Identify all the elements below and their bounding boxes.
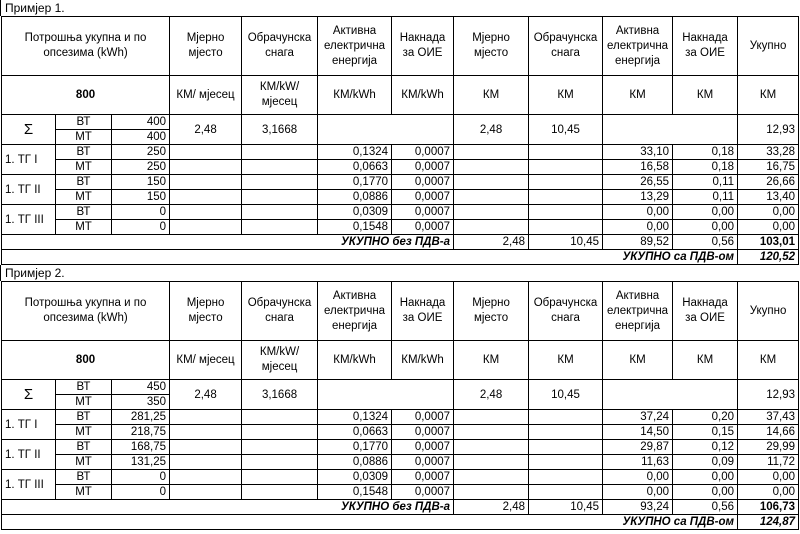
empty-cell <box>170 485 242 500</box>
empty-cell <box>529 175 603 190</box>
empty-cell <box>170 470 242 485</box>
row-total: 0,00 <box>738 470 799 485</box>
tariff-group-row <box>2 485 799 500</box>
row-total: 26,66 <box>738 175 799 190</box>
tariff-label: ВТ <box>56 205 112 220</box>
subtotal-billing-power: 10,45 <box>529 235 603 250</box>
tariff-group-row <box>2 440 799 455</box>
header-billing-power-rate: Обрачунска снага <box>242 282 318 341</box>
row-total: 0,00 <box>738 485 799 500</box>
energy-rate: 0,1548 <box>318 485 392 500</box>
energy-rate: 0,1324 <box>318 145 392 160</box>
empty-cell <box>529 470 603 485</box>
header-oie-fee-cost: Накнада за ОИЕ <box>673 282 738 341</box>
tariff-group-label: 1. ТГ III <box>2 470 56 500</box>
empty-cell <box>242 160 318 175</box>
sigma-symbol: Σ <box>2 380 56 410</box>
empty-cell <box>529 190 603 205</box>
kwh-value: 168,75 <box>112 440 170 455</box>
kwh-value: 450 <box>112 380 170 395</box>
unit-km: КМ <box>603 341 673 380</box>
empty-cell <box>454 145 529 160</box>
empty-cell <box>454 410 529 425</box>
tariff-label: ВТ <box>56 175 112 190</box>
subtotal-metering-point: 2,48 <box>454 235 529 250</box>
empty-cell <box>529 220 603 235</box>
oie-rate: 0,0007 <box>392 440 454 455</box>
header-total: Укупно <box>738 282 799 341</box>
tariff-table <box>1 16 799 265</box>
unit-km: КМ <box>454 76 529 115</box>
empty-cell <box>454 160 529 175</box>
empty-cell <box>529 440 603 455</box>
energy-cost: 14,50 <box>603 425 673 440</box>
tariff-group-label: 1. ТГ II <box>2 175 56 205</box>
subtotal-label: УКУПНО без ПДВ-а <box>2 235 454 250</box>
header-total: Укупно <box>738 17 799 76</box>
oie-cost: 0,15 <box>673 425 738 440</box>
oie-cost: 0,11 <box>673 175 738 190</box>
energy-rate: 0,0886 <box>318 190 392 205</box>
tariff-group-row <box>2 205 799 220</box>
oie-cost: 0,00 <box>673 470 738 485</box>
empty-cell <box>242 410 318 425</box>
empty-cell <box>170 145 242 160</box>
total-vat-value: 124,87 <box>738 515 799 530</box>
kwh-value: 400 <box>112 115 170 130</box>
header-row <box>2 17 799 76</box>
kwh-value: 0 <box>112 470 170 485</box>
oie-rate: 0,0007 <box>392 205 454 220</box>
empty-cell <box>454 205 529 220</box>
unit-km: КМ <box>738 341 799 380</box>
oie-rate: 0,0007 <box>392 175 454 190</box>
empty-cell <box>454 485 529 500</box>
tariff-label: МТ <box>56 220 112 235</box>
header-billing-power-cost: Обрачунска снага <box>529 282 603 341</box>
header-active-energy-cost: Активна електрична енергија <box>603 282 673 341</box>
tariff-label: ВТ <box>56 410 112 425</box>
row-total: 14,66 <box>738 425 799 440</box>
example-title: Примјер 1. <box>0 0 335 16</box>
units-row <box>2 76 799 115</box>
total-vat-label: УКУПНО са ПДВ-ом <box>2 250 738 265</box>
energy-rate: 0,1770 <box>318 175 392 190</box>
empty-cell <box>170 190 242 205</box>
empty-cell <box>242 145 318 160</box>
empty-cell <box>529 145 603 160</box>
sum-total: 12,93 <box>738 380 799 410</box>
tariff-label: МТ <box>56 455 112 470</box>
header-consumption: Потрошња укупна и по опсезима (kWh) <box>2 17 170 76</box>
energy-rate: 0,0309 <box>318 205 392 220</box>
energy-rate: 0,1770 <box>318 440 392 455</box>
energy-cost: 29,87 <box>603 440 673 455</box>
unit-km: КМ <box>603 76 673 115</box>
tariff-group-label: 1. ТГ I <box>2 145 56 175</box>
energy-cost: 11,63 <box>603 455 673 470</box>
row-total: 0,00 <box>738 220 799 235</box>
energy-cost: 26,55 <box>603 175 673 190</box>
row-total: 11,72 <box>738 455 799 470</box>
tariff-group-row <box>2 160 799 175</box>
subtotal-oie: 0,56 <box>673 500 738 515</box>
subtotal-row <box>2 235 799 250</box>
oie-rate: 0,0007 <box>392 485 454 500</box>
empty-cell <box>529 410 603 425</box>
tariff-label: МТ <box>56 485 112 500</box>
units-row <box>2 341 799 380</box>
oie-rate: 0,0007 <box>392 425 454 440</box>
kwh-value: 0 <box>112 205 170 220</box>
oie-cost: 0,09 <box>673 455 738 470</box>
empty-cell <box>529 455 603 470</box>
empty-cell <box>242 205 318 220</box>
energy-rate: 0,1548 <box>318 220 392 235</box>
kwh-value: 250 <box>112 145 170 160</box>
unit-billing-power: КМ/kW/ мјесец <box>242 76 318 115</box>
billing-power-cost: 10,45 <box>529 115 603 145</box>
tariff-label: ВТ <box>56 145 112 160</box>
empty-cell <box>242 190 318 205</box>
subtotal-oie: 0,56 <box>673 235 738 250</box>
oie-rate: 0,0007 <box>392 220 454 235</box>
header-metering-point-rate: Мјерно мјесто <box>170 17 242 76</box>
kwh-value: 250 <box>112 160 170 175</box>
subtotal-row <box>2 500 799 515</box>
unit-metering-point: КМ/ мјесец <box>170 341 242 380</box>
empty-cell <box>242 440 318 455</box>
empty-cell <box>242 425 318 440</box>
total-vat-row <box>2 515 799 530</box>
tariff-label: ВТ <box>56 440 112 455</box>
tariff-group-row <box>2 145 799 160</box>
energy-cost: 0,00 <box>603 470 673 485</box>
subtotal-label: УКУПНО без ПДВ-а <box>2 500 454 515</box>
metering-point-rate: 2,48 <box>170 115 242 145</box>
header-row <box>2 282 799 341</box>
row-total: 0,00 <box>738 205 799 220</box>
empty-cell <box>170 455 242 470</box>
header-oie-fee-rate: Накнада за ОИЕ <box>392 282 454 341</box>
oie-cost: 0,00 <box>673 205 738 220</box>
header-oie-fee-cost: Накнада за ОИЕ <box>673 17 738 76</box>
billing-power-rate: 3,1668 <box>242 115 318 145</box>
tariff-group-label: 1. ТГ III <box>2 205 56 235</box>
energy-cost: 13,29 <box>603 190 673 205</box>
tariff-label: МТ <box>56 160 112 175</box>
total-vat-label: УКУПНО са ПДВ-ом <box>2 515 738 530</box>
oie-rate: 0,0007 <box>392 410 454 425</box>
empty-cell <box>170 425 242 440</box>
header-metering-point-cost: Мјерно мјесто <box>454 17 529 76</box>
tariff-group-label: 1. ТГ II <box>2 440 56 470</box>
unit-km: КМ <box>529 341 603 380</box>
oie-rate: 0,0007 <box>392 455 454 470</box>
header-active-energy-rate: Активна електрична енергија <box>318 17 392 76</box>
kwh-value: 218,75 <box>112 425 170 440</box>
groups-body <box>2 145 799 235</box>
oie-rate: 0,0007 <box>392 145 454 160</box>
total-vat-value: 120,52 <box>738 250 799 265</box>
kwh-value: 150 <box>112 190 170 205</box>
oie-cost: 0,20 <box>673 410 738 425</box>
unit-oie-fee: КМ/kWh <box>392 341 454 380</box>
empty-cell <box>170 410 242 425</box>
metering-point-rate: 2,48 <box>170 380 242 410</box>
empty-cell <box>529 485 603 500</box>
subtotal-billing-power: 10,45 <box>529 500 603 515</box>
kwh-value: 0 <box>112 485 170 500</box>
unit-km: КМ <box>673 341 738 380</box>
unit-km: КМ <box>673 76 738 115</box>
row-total: 16,75 <box>738 160 799 175</box>
empty-cell <box>242 455 318 470</box>
sum-total: 12,93 <box>738 115 799 145</box>
empty-cell <box>242 220 318 235</box>
empty-cell <box>170 205 242 220</box>
billing-power-cost: 10,45 <box>529 380 603 410</box>
energy-rate: 0,0663 <box>318 160 392 175</box>
subtotal-total: 103,01 <box>738 235 799 250</box>
unit-km: КМ <box>529 76 603 115</box>
energy-rate: 0,0886 <box>318 455 392 470</box>
empty-cell <box>454 220 529 235</box>
empty-cell <box>603 380 738 410</box>
empty-cell <box>529 205 603 220</box>
sum-row <box>2 115 799 130</box>
empty-cell <box>242 175 318 190</box>
tariff-label: МТ <box>56 190 112 205</box>
tariff-group-row <box>2 470 799 485</box>
header-billing-power-rate: Обрачунска снага <box>242 17 318 76</box>
tariff-group-row <box>2 190 799 205</box>
sum-row <box>2 380 799 395</box>
unit-metering-point: КМ/ мјесец <box>170 76 242 115</box>
example-title: Примјер 2. <box>0 265 335 281</box>
oie-rate: 0,0007 <box>392 190 454 205</box>
energy-rate: 0,0663 <box>318 425 392 440</box>
empty-cell <box>242 470 318 485</box>
subtotal-metering-point: 2,48 <box>454 500 529 515</box>
tariff-label: ВТ <box>56 115 112 130</box>
unit-oie-fee: КМ/kWh <box>392 76 454 115</box>
energy-rate: 0,0309 <box>318 470 392 485</box>
kwh-value: 400 <box>112 130 170 145</box>
unit-active-energy: КМ/kWh <box>318 341 392 380</box>
kwh-value: 0 <box>112 220 170 235</box>
empty-cell <box>529 160 603 175</box>
tariff-label: ВТ <box>56 470 112 485</box>
energy-cost: 33,10 <box>603 145 673 160</box>
header-metering-point-cost: Мјерно мјесто <box>454 282 529 341</box>
tariff-label: МТ <box>56 130 112 145</box>
empty-cell <box>454 190 529 205</box>
empty-cell <box>170 440 242 455</box>
oie-cost: 0,11 <box>673 190 738 205</box>
header-oie-fee-rate: Накнада за ОИЕ <box>392 17 454 76</box>
kwh-value: 131,25 <box>112 455 170 470</box>
header-billing-power-cost: Обрачунска снага <box>529 17 603 76</box>
consumption-total: 800 <box>2 76 170 115</box>
kwh-value: 150 <box>112 175 170 190</box>
empty-cell <box>454 175 529 190</box>
oie-cost: 0,00 <box>673 220 738 235</box>
oie-cost: 0,00 <box>673 485 738 500</box>
empty-cell <box>454 440 529 455</box>
unit-active-energy: КМ/kWh <box>318 76 392 115</box>
metering-point-cost: 2,48 <box>454 380 529 410</box>
unit-km: КМ <box>738 76 799 115</box>
sigma-symbol: Σ <box>2 115 56 145</box>
tariff-group-row <box>2 220 799 235</box>
subtotal-total: 106,73 <box>738 500 799 515</box>
row-total: 29,99 <box>738 440 799 455</box>
empty-cell <box>603 115 738 145</box>
oie-cost: 0,12 <box>673 440 738 455</box>
oie-rate: 0,0007 <box>392 470 454 485</box>
total-vat-row <box>2 250 799 265</box>
empty-cell <box>170 160 242 175</box>
empty-cell <box>242 485 318 500</box>
energy-cost: 0,00 <box>603 220 673 235</box>
oie-cost: 0,18 <box>673 145 738 160</box>
empty-cell <box>318 380 454 410</box>
row-total: 13,40 <box>738 190 799 205</box>
tariff-label: МТ <box>56 425 112 440</box>
billing-power-rate: 3,1668 <box>242 380 318 410</box>
unit-km: КМ <box>454 341 529 380</box>
subtotal-energy: 93,24 <box>603 500 673 515</box>
empty-cell <box>170 175 242 190</box>
unit-billing-power: КМ/kW/ мјесец <box>242 341 318 380</box>
tariff-table <box>1 281 799 530</box>
tariff-group-row <box>2 410 799 425</box>
row-total: 33,28 <box>738 145 799 160</box>
oie-cost: 0,18 <box>673 160 738 175</box>
empty-cell <box>170 220 242 235</box>
tariff-group-row <box>2 455 799 470</box>
kwh-value: 281,25 <box>112 410 170 425</box>
header-active-energy-rate: Активна електрична енергија <box>318 282 392 341</box>
tariff-label: МТ <box>56 395 112 410</box>
tariff-label: ВТ <box>56 380 112 395</box>
header-active-energy-cost: Активна електрична енергија <box>603 17 673 76</box>
header-consumption: Потрошња укупна и по опсезима (kWh) <box>2 282 170 341</box>
row-total: 37,43 <box>738 410 799 425</box>
tariff-group-label: 1. ТГ I <box>2 410 56 440</box>
groups-body <box>2 410 799 500</box>
energy-cost: 0,00 <box>603 205 673 220</box>
header-metering-point-rate: Мјерно мјесто <box>170 282 242 341</box>
energy-rate: 0,1324 <box>318 410 392 425</box>
energy-cost: 16,58 <box>603 160 673 175</box>
tariff-group-row <box>2 425 799 440</box>
subtotal-energy: 89,52 <box>603 235 673 250</box>
energy-cost: 37,24 <box>603 410 673 425</box>
empty-cell <box>454 425 529 440</box>
empty-cell <box>454 470 529 485</box>
empty-cell <box>318 115 454 145</box>
energy-cost: 0,00 <box>603 485 673 500</box>
empty-cell <box>454 455 529 470</box>
kwh-value: 350 <box>112 395 170 410</box>
oie-rate: 0,0007 <box>392 160 454 175</box>
consumption-total: 800 <box>2 341 170 380</box>
empty-cell <box>529 425 603 440</box>
tariff-group-row <box>2 175 799 190</box>
metering-point-cost: 2,48 <box>454 115 529 145</box>
